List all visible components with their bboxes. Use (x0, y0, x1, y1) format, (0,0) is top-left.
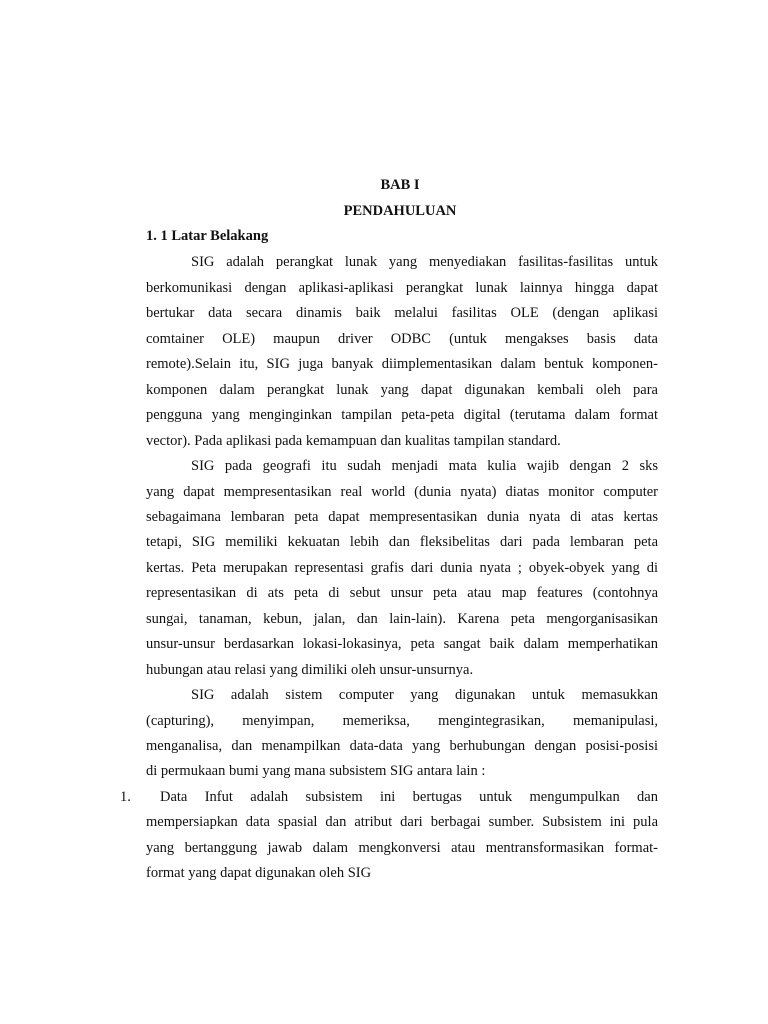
paragraph-line: di permukaan bumi yang mana subsistem SIG antara lain : (146, 763, 486, 779)
paragraph-line: kertas. Peta merupakan representasi grafis dari dunia nyata ; obyek-obyek yang di (146, 560, 658, 576)
paragraph-line: yang dapat mempresentasikan real world (dunia nyata) diatas monitor computer (146, 484, 658, 500)
paragraph-line: komponen dalam perangkat lunak yang dapat digunakan kembali oleh para (146, 382, 658, 398)
section-heading: 1. 1 Latar Belakang (146, 228, 269, 244)
paragraph-line: comtainer OLE) maupun driver ODBC (untuk mengakses basis data (146, 331, 658, 347)
paragraph-line: sungai, tanaman, kebun, jalan, dan lain-lain). Karena peta mengorganisasikan (146, 611, 658, 627)
paragraph-line: berkomunikasi dengan aplikasi-aplikasi perangkat lunak lainnya hingga dapat (146, 280, 658, 296)
paragraph-line: hubungan atau relasi yang dimiliki oleh unsur-unsurnya. (146, 662, 474, 678)
paragraph-line: SIG adalah perangkat lunak yang menyediakan fasilitas-fasilitas untuk (191, 254, 658, 270)
paragraph-line: SIG pada geografi itu sudah menjadi mata kulia wajib dengan 2 sks (191, 458, 658, 474)
list-item-line: yang bertanggung jawab dalam mengkonversi atau mentransformasikan format- (146, 840, 658, 856)
paragraph-line: unsur-unsur berdasarkan lokasi-lokasinya, peta sangat baik dalam memperhatikan (146, 636, 658, 652)
list-item-line: Data Infut adalah subsistem ini bertugas untuk mengumpulkan dan (160, 789, 658, 805)
paragraph-line: pengguna yang menginginkan tampilan peta-peta digital (terutama dalam format (146, 407, 658, 423)
paragraph-line: menganalisa, dan menampilkan data-data yang berhubungan dengan posisi-posisi (146, 738, 658, 754)
list-number: 1. (120, 789, 131, 805)
chapter-title: PENDAHULUAN (343, 203, 457, 219)
list-item-line: mempersiapkan data spasial dan atribut dari berbagai sumber. Subsistem ini pula (146, 814, 658, 830)
paragraph-line: representasikan di ats peta di sebut unsur peta atau map features (contohnya (146, 585, 658, 601)
paragraph-line: remote).Selain itu, SIG juga banyak diimplementasikan dalam bentuk komponen- (146, 356, 658, 372)
chapter-label: BAB I (380, 177, 420, 193)
paragraph-line: vector). Pada aplikasi pada kemampuan dan kualitas tampilan standard. (146, 433, 561, 449)
paragraph-line: (capturing), menyimpan, memeriksa, mengintegrasikan, memanipulasi, (146, 713, 658, 729)
paragraph-line: sebagaimana lembaran peta dapat mempresentasikan dunia nyata di atas kertas (146, 509, 658, 525)
paragraph-line: tetapi, SIG memiliki kekuatan lebih dan fleksibelitas dari pada lembaran peta (146, 534, 658, 550)
paragraph-line: bertukar data secara dinamis baik melalui fasilitas OLE (dengan aplikasi (146, 305, 658, 321)
paragraph-line: SIG adalah sistem computer yang digunakan untuk memasukkan (191, 687, 658, 703)
list-item-line: format yang dapat digunakan oleh SIG (146, 865, 372, 881)
